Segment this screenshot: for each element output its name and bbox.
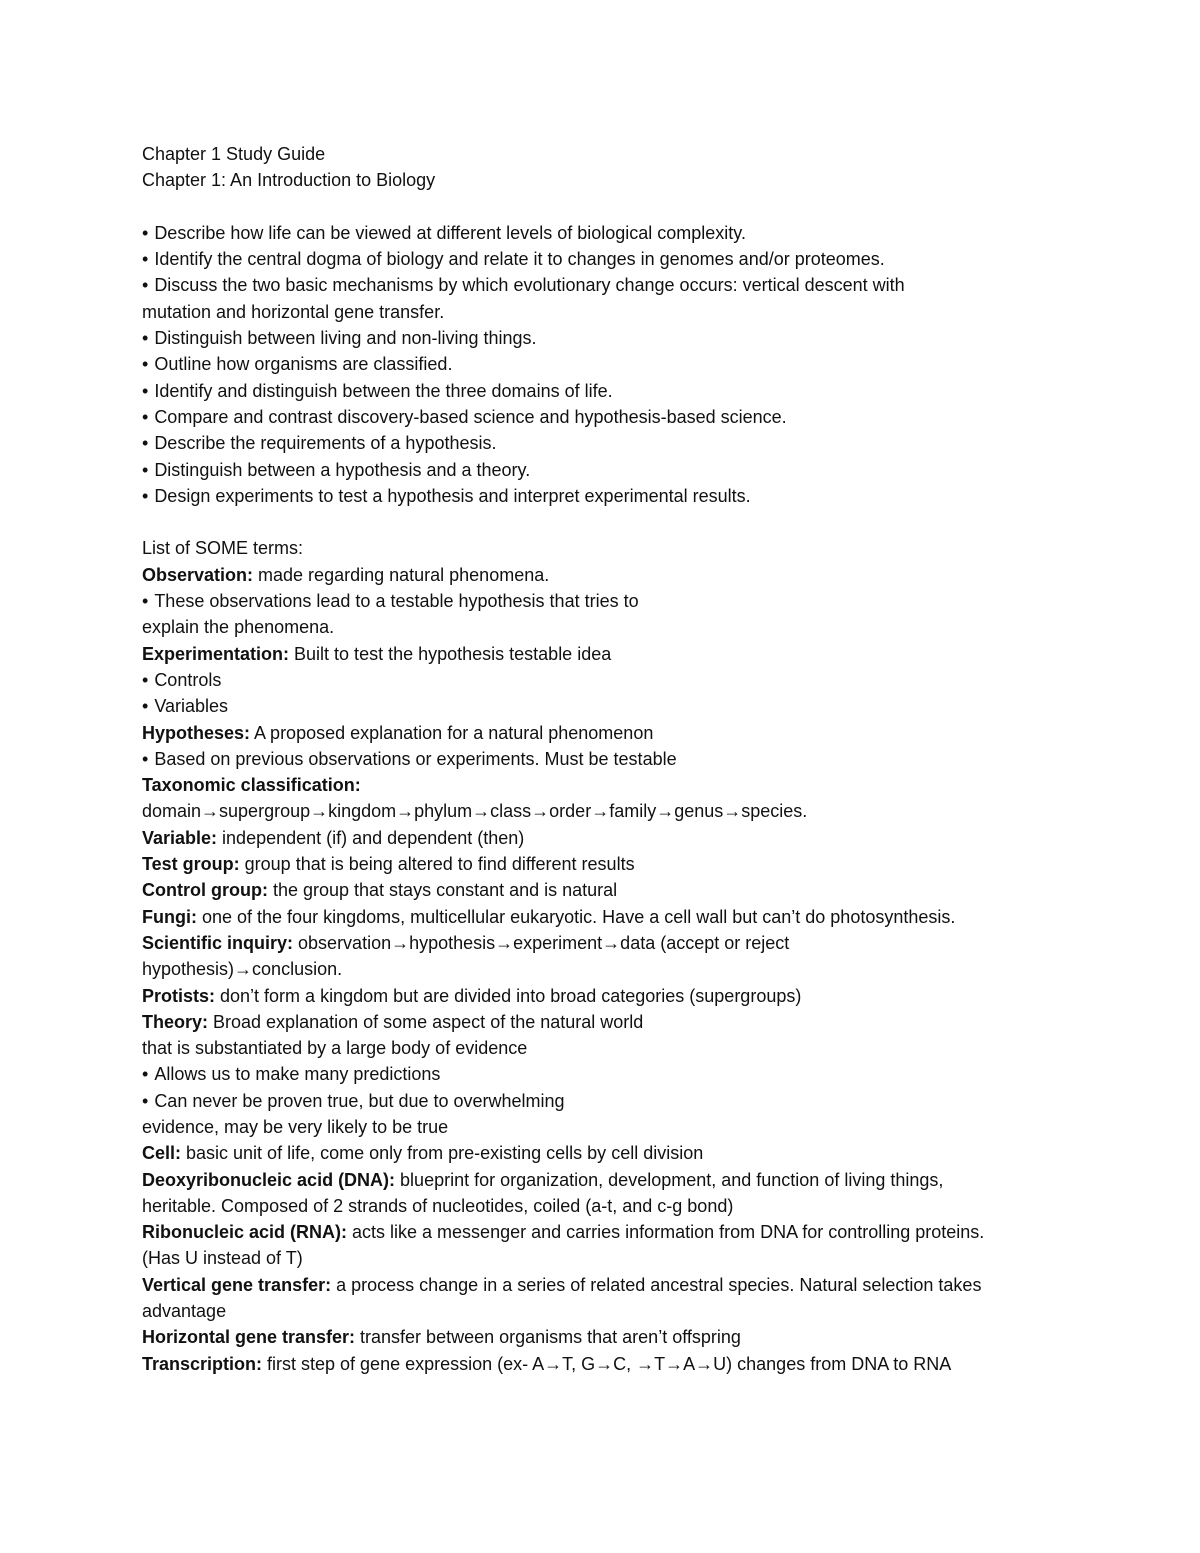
term-text: evidence, may be very likely to be true xyxy=(142,1116,449,1137)
spacer xyxy=(142,509,1102,535)
term-label: Theory: xyxy=(142,1011,209,1032)
term-entry xyxy=(142,930,1102,956)
term-text: heritable. Composed of 2 strands of nucleotides, coiled (a-t, and c-g bond) xyxy=(142,1195,734,1216)
term-text: Variables xyxy=(154,696,229,717)
term-entry xyxy=(142,720,1102,746)
spacer xyxy=(142,194,1102,220)
objectives-list xyxy=(142,220,1102,509)
term-entry xyxy=(142,1009,1102,1035)
term-label: Control group: xyxy=(142,880,268,901)
objective-item: • Describe the requirements of a hypothesis. xyxy=(142,430,1102,456)
term-text: one of the four kingdoms, multicellular eukaryotic. Have a cell wall but can’t do photosynthesis. xyxy=(196,906,956,927)
term-continuation xyxy=(142,1245,1102,1271)
term-entry xyxy=(142,851,1102,877)
term-label: Variable: xyxy=(142,827,218,848)
term-label: Experimentation: xyxy=(142,643,290,664)
objective-item: • Identify and distinguish between the three domains of life. xyxy=(142,378,1102,404)
term-text: the group that stays constant and is natural xyxy=(267,880,618,901)
term-text: blueprint for organization, development, and function of living things, xyxy=(395,1169,944,1190)
term-text: independent (if) and dependent (then) xyxy=(217,827,525,848)
term-continuation xyxy=(142,1193,1102,1219)
term-label: Protists: xyxy=(142,985,216,1006)
term-label: Ribonucleic acid (RNA): xyxy=(142,1222,348,1243)
term-text: basic unit of life, come only from pre-existing cells by cell division xyxy=(181,1143,704,1164)
term-text: Built to test the hypothesis testable idea xyxy=(289,643,612,664)
term-text: Can never be proven true, but due to overwhelming xyxy=(154,1090,565,1111)
term-label: Transcription: xyxy=(142,1353,263,1374)
term-entry xyxy=(142,1351,1102,1377)
term-text: transfer between organisms that aren’t offspring xyxy=(355,1327,741,1348)
objective-item-continuation: mutation and horizontal gene transfer. xyxy=(142,301,445,322)
term-text: Broad explanation of some aspect of the natural world xyxy=(208,1011,644,1032)
term-text: explain the phenomena. xyxy=(142,617,335,638)
term-entry xyxy=(142,904,1102,930)
term-continuation xyxy=(142,798,1102,824)
term-entry xyxy=(142,1219,1102,1245)
term-entry xyxy=(142,983,1102,1009)
objective-item: • Design experiments to test a hypothesis and interpret experimental results. xyxy=(142,483,1102,509)
term-text: A proposed explanation for a natural phenomenon xyxy=(250,722,654,743)
term-entry xyxy=(142,562,1102,588)
term-label: Vertical gene transfer: xyxy=(142,1274,332,1295)
term-text: Based on previous observations or experiments. Must be testable xyxy=(154,748,677,769)
objective-item: • Identify the central dogma of biology and relate it to changes in genomes and/or proteomes. xyxy=(142,246,1102,272)
term-text: observation→hypothesis→experiment→data (accept or reject xyxy=(293,932,790,953)
objective-item: • Outline how organisms are classified. xyxy=(142,351,1102,377)
terms-list xyxy=(142,562,1102,1377)
term-text: made regarding natural phenomena. xyxy=(253,564,550,585)
objective-item: • Distinguish between living and non-living things. xyxy=(142,325,1102,351)
term-text: domain→supergroup→kingdom→phylum→class→order→family→genus→species. xyxy=(142,801,808,822)
term-text: first step of gene expression (ex- A→T, G→C, →T→A→U) changes from DNA to RNA xyxy=(262,1353,952,1374)
term-bullet-item xyxy=(142,588,1102,614)
term-entry xyxy=(142,772,1102,798)
term-bullet-item xyxy=(142,693,1102,719)
objective-item: • Compare and contrast discovery-based science and hypothesis-based science. xyxy=(142,404,1102,430)
term-label: Horizontal gene transfer: xyxy=(142,1327,356,1348)
term-label: Taxonomic classification: xyxy=(142,775,361,796)
term-text: acts like a messenger and carries information from DNA for controlling proteins. xyxy=(347,1222,985,1243)
term-text: Controls xyxy=(154,669,222,690)
objective-item: • Distinguish between a hypothesis and a theory. xyxy=(142,457,1102,483)
term-continuation xyxy=(142,1114,1102,1140)
term-bullet-item xyxy=(142,746,1102,772)
objective-item: • Describe how life can be viewed at different levels of biological complexity. xyxy=(142,220,1102,246)
term-text: that is substantiated by a large body of evidence xyxy=(142,1038,528,1059)
study-guide-page xyxy=(142,141,1102,1377)
term-text: (Has U instead of T) xyxy=(142,1248,303,1269)
document-subtitle: Chapter 1: An Introduction to Biology xyxy=(142,170,436,191)
term-entry xyxy=(142,1167,1102,1193)
term-entry xyxy=(142,1272,1102,1298)
term-entry xyxy=(142,641,1102,667)
term-entry xyxy=(142,877,1102,903)
term-label: Scientific inquiry: xyxy=(142,932,294,953)
term-text: advantage xyxy=(142,1301,227,1322)
term-entry xyxy=(142,1140,1102,1166)
term-entry xyxy=(142,825,1102,851)
term-continuation xyxy=(142,1298,1102,1324)
term-continuation xyxy=(142,614,1102,640)
term-text: hypothesis)→conclusion. xyxy=(142,959,343,980)
term-bullet-item xyxy=(142,1061,1102,1087)
terms-heading: List of SOME terms: xyxy=(142,538,304,559)
term-continuation xyxy=(142,1035,1102,1061)
term-text: don’t form a kingdom but are divided into broad categories (supergroups) xyxy=(215,985,802,1006)
term-label: Fungi: xyxy=(142,906,197,927)
term-text: a process change in a series of related ancestral species. Natural selection takes xyxy=(331,1274,982,1295)
term-text: Allows us to make many predictions xyxy=(154,1064,441,1085)
objective-item: • Discuss the two basic mechanisms by which evolutionary change occurs: vertical descent with xyxy=(142,272,1102,298)
term-label: Hypotheses: xyxy=(142,722,251,743)
term-continuation xyxy=(142,956,1102,982)
term-label: Test group: xyxy=(142,854,240,875)
term-bullet-item xyxy=(142,667,1102,693)
term-text: group that is being altered to find different results xyxy=(239,854,635,875)
term-label: Observation: xyxy=(142,564,254,585)
term-label: Deoxyribonucleic acid (DNA): xyxy=(142,1169,396,1190)
term-text: These observations lead to a testable hypothesis that tries to xyxy=(154,591,639,612)
term-bullet-item xyxy=(142,1088,1102,1114)
term-label: Cell: xyxy=(142,1143,182,1164)
document-title: Chapter 1 Study Guide xyxy=(142,144,326,164)
term-entry xyxy=(142,1324,1102,1350)
